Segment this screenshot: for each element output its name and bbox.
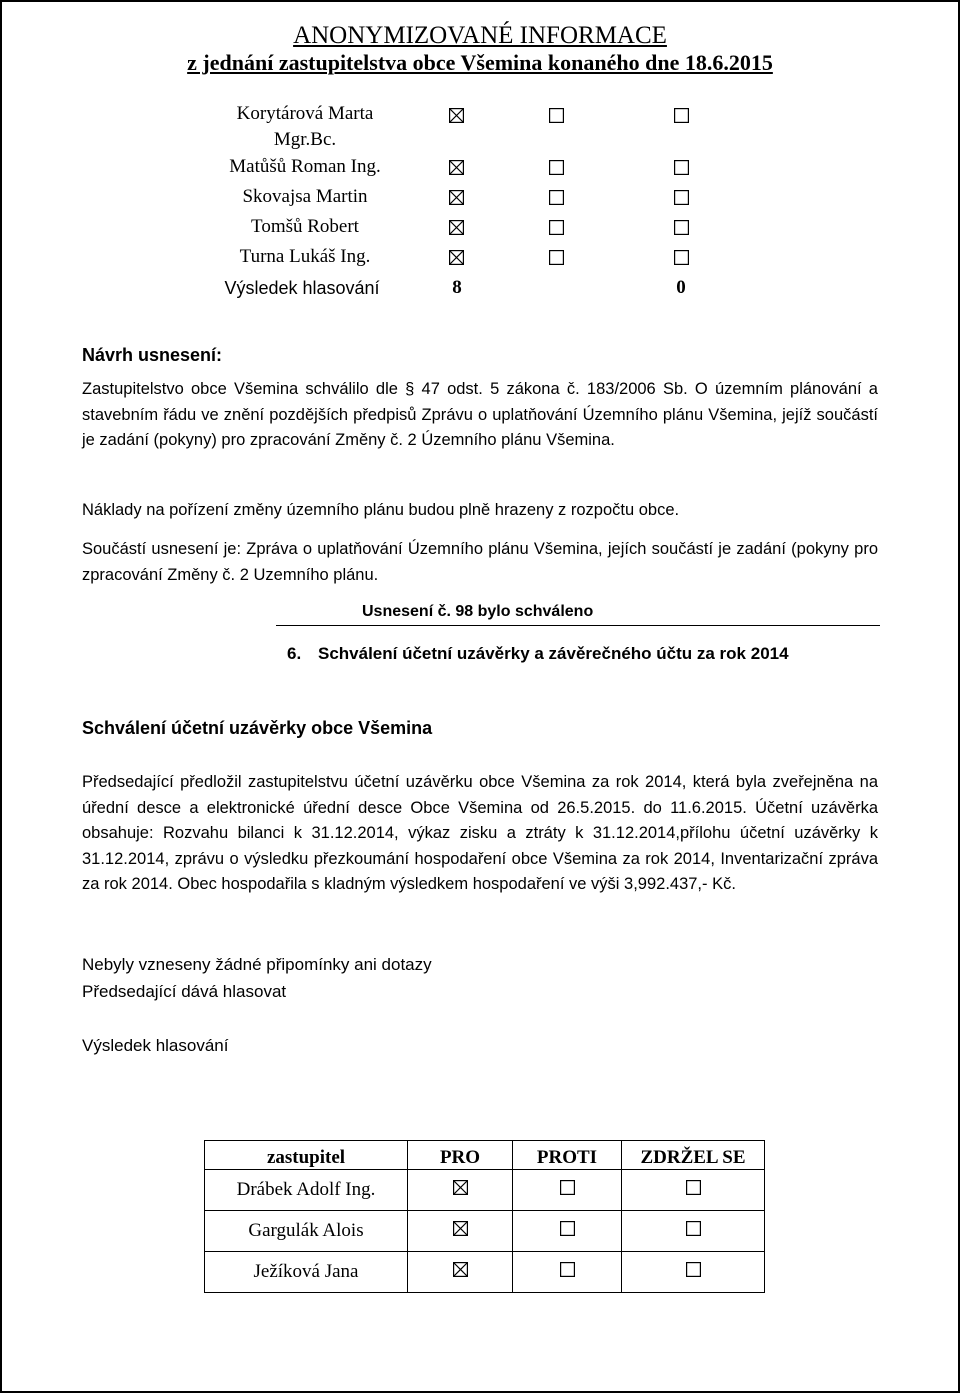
empty-box-icon [674, 190, 689, 205]
section-body: Předsedající předložil zastupitelstvu účetní uzávěrku obce Všemina za rok 2014, která byla zveřejněna na úřední desce a elektronické úřední desce Obce Všemina od 26.5.2015. do 11.6.2015. Účetní uzávěrka obsahuje: Rozvahu bilanci k 31.12.2014, výkaz zisku a ztráty k 31.12.2014,přílohu účetní uzávěrky k 31.12.2014, zprávu o výsledku přezkoumání hospodaření obce Všemina za rok 2014, Inventarizační zpráva za rok 2014. Obec hospodařila s kladným výsledkem hospodaření ve výši 3,992.437,- Kč. [82, 773, 878, 893]
section-number: 6. [287, 644, 302, 663]
voter-name: Ježíková Jana [205, 1252, 408, 1293]
section-title: Schválení účetní uzávěrky a závěrečného účtu za rok 2014 [318, 644, 789, 663]
vote-zdrzel [622, 1211, 765, 1252]
voter-name: Turna Lukáš Ing. [239, 246, 371, 267]
vote-result-label: Výsledek hlasování [224, 278, 380, 298]
resolution-heading: Návrh usnesení: [82, 345, 223, 365]
checked-box-icon [449, 108, 464, 123]
empty-box-icon [560, 1261, 575, 1283]
voter-name: Matůšů Roman Ing. [229, 156, 381, 177]
empty-box-icon [560, 1179, 575, 1201]
empty-box-icon [674, 250, 689, 265]
document-subtitle: z jednání zastupitelstva obce Všemina konaného dne 18.6.2015 [187, 50, 773, 75]
column-header: ZDRŽEL SE [622, 1141, 765, 1170]
table-row [205, 1211, 765, 1252]
checked-box-icon [453, 1220, 468, 1242]
vote-proti [513, 1252, 622, 1293]
vote-result-proti: 0 [676, 277, 686, 298]
voter-name: Skovajsa Martin [242, 186, 368, 207]
vote-zdrzel [622, 1170, 765, 1211]
empty-box-icon [674, 160, 689, 175]
voter-name: Mgr.Bc. [273, 129, 337, 150]
empty-box-icon [549, 108, 564, 123]
vote-pro [408, 1211, 513, 1252]
voter-name: Korytárová Marta [236, 103, 374, 124]
checked-box-icon [453, 1179, 468, 1201]
empty-box-icon [674, 220, 689, 235]
vote-pro [408, 1252, 513, 1293]
resolution-costs: Náklady na pořízení změny územního plánu budou plně hrazeny z rozpočtu obce. [82, 501, 680, 519]
chair-vote: Předsedající dává hlasovat [82, 982, 287, 1001]
empty-box-icon [674, 108, 689, 123]
resolution-approved: Usnesení č. 98 bylo schváleno [362, 603, 594, 620]
checked-box-icon [449, 250, 464, 265]
resolution-text: Zastupitelstvo obce Všemina schválilo dle § 47 odst. 5 zákona č. 183/2006 Sb. O územním plánování a stavebním řádu ve znění pozdějších předpisů Zprávu o uplatňování Územního plánu Všemina, jejíž součástí je zadání (pokyny) pro zpracování Změny č. 2 Územního plánu Všemina. [82, 380, 878, 449]
no-comments: Nebyly vzneseny žádné připomínky ani dotazy [82, 955, 432, 974]
checked-box-icon [449, 190, 464, 205]
column-header: PROTI [513, 1141, 622, 1170]
voter-name: Gargulák Alois [205, 1211, 408, 1252]
table-row [205, 1252, 765, 1293]
empty-box-icon [560, 1220, 575, 1242]
vote-table [204, 1140, 765, 1293]
column-header: zastupitel [205, 1141, 408, 1170]
empty-box-icon [549, 160, 564, 175]
divider [276, 625, 880, 626]
voter-name: Drábek Adolf Ing. [205, 1170, 408, 1211]
empty-box-icon [686, 1261, 701, 1283]
vote-pro [408, 1170, 513, 1211]
table-row [205, 1170, 765, 1211]
vote-result-pro: 8 [452, 277, 462, 298]
checked-box-icon [449, 160, 464, 175]
vote-result-heading: Výsledek hlasování [82, 1036, 229, 1055]
checked-box-icon [453, 1261, 468, 1283]
empty-box-icon [549, 190, 564, 205]
voter-name: Tomšů Robert [251, 216, 359, 237]
resolution-attachment: Součástí usnesení je: Zpráva o uplatňování Územního plánu Všemina, jejích součástí je zadání (pokyny pro zpracování Změny č. 2 Uzemního plánu. [82, 540, 878, 584]
column-header: PRO [408, 1141, 513, 1170]
vote-proti [513, 1211, 622, 1252]
empty-box-icon [549, 220, 564, 235]
section-subheading: Schválení účetní uzávěrky obce Všemina [82, 718, 433, 738]
vote-zdrzel [622, 1252, 765, 1293]
empty-box-icon [686, 1179, 701, 1201]
document-title: ANONYMIZOVANÉ INFORMACE [293, 22, 667, 49]
vote-proti [513, 1170, 622, 1211]
empty-box-icon [686, 1220, 701, 1242]
empty-box-icon [549, 250, 564, 265]
checked-box-icon [449, 220, 464, 235]
